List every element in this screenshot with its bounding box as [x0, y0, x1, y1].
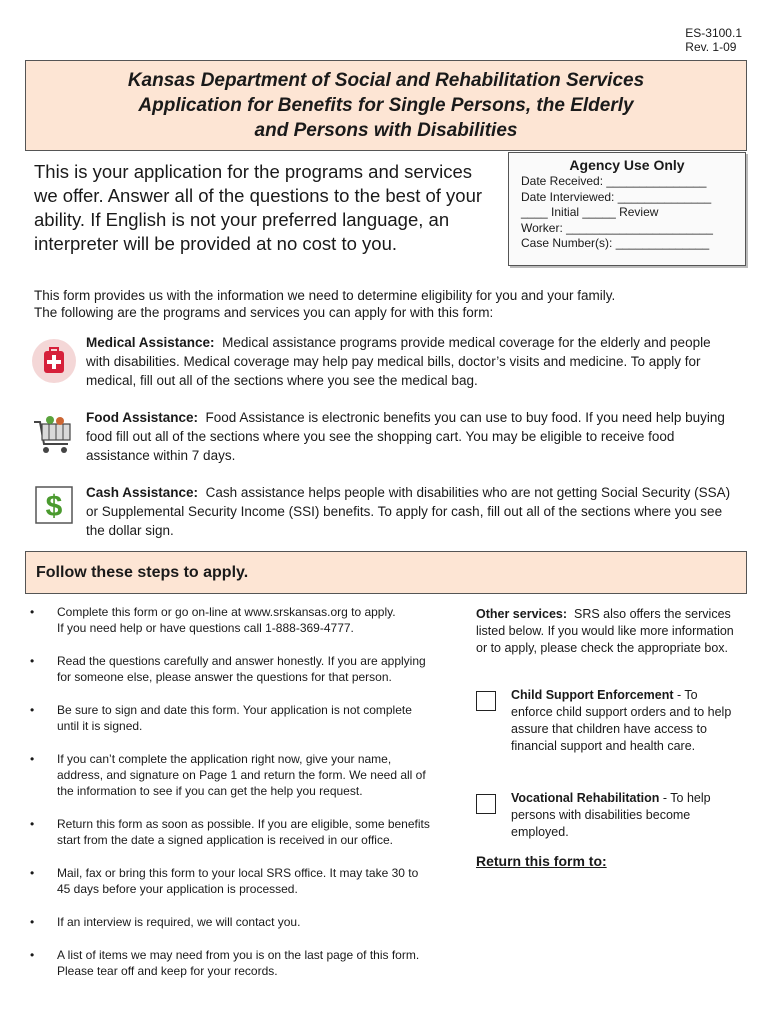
step-item: • Complete this form or go on-line at www.srskansas.org to apply. If you need help or have questions call 1-888-369-4777. — [30, 604, 470, 636]
program-cash-text: Cash assistance helps people with disabilities who are not getting Social Security (SSA) or Supplemental Security Income (SSI) benefits. To apply for cash, fill out all of the sections where you see the dollar sign. — [86, 485, 731, 538]
agency-worker[interactable]: Worker: ______________________ — [521, 220, 713, 235]
title-line-2: Application for Benefits for Single Persons, the Elderly — [138, 95, 634, 116]
step-item: • If you can’t complete the application right now, give your name, address, and signature on Page 1 and return the form. We need all of the information to see if you can get the help you request. — [30, 751, 470, 799]
svg-text:$: $ — [45, 490, 63, 523]
return-form-label: Return this form to: — [476, 853, 607, 869]
shopping-cart-icon — [30, 412, 78, 460]
program-food-name: Food Assistance: — [86, 410, 199, 425]
agency-date-interviewed[interactable]: Date Interviewed: ______________ — [521, 189, 712, 204]
agency-initial-review[interactable]: ____ Initial _____ Review — [521, 205, 659, 219]
vocational-rehab-checkbox[interactable] — [476, 794, 496, 814]
child-support-checkbox[interactable] — [476, 691, 496, 711]
step-item: • If an interview is required, we will contact you. — [30, 914, 470, 930]
service-child-support — [511, 687, 739, 755]
form-revision: Rev. 1-09 — [685, 40, 737, 54]
program-medical-name: Medical Assistance: — [86, 335, 215, 350]
agency-heading: Agency Use Only — [569, 157, 685, 173]
program-food — [86, 408, 736, 465]
agency-case-number[interactable]: Case Number(s): ______________ — [521, 236, 710, 250]
service-vocational-rehab-text: - To help persons with disabilities become employed. — [511, 791, 711, 839]
provides-line-1: This form provides us with the information we need to determine eligibility for you and your family. — [34, 288, 616, 303]
provides-line-2: The following are the programs and services you can apply for with this form: — [34, 305, 494, 320]
step-item: • Mail, fax or bring this form to your local SRS office. It may take 30 to 45 days before your application is processed. — [30, 865, 470, 897]
service-vocational-rehab — [511, 790, 739, 841]
agency-date-received[interactable]: Date Received: _______________ — [521, 174, 707, 188]
provides-text — [34, 287, 734, 321]
other-services-text: SRS also offers the services listed below. If you would like more information or to apply, please check the appropriate box. — [476, 607, 734, 655]
step-item: • Return this form as soon as possible. If you are eligible, some benefits start from the date a signed application is received in our office. — [30, 816, 470, 848]
service-child-support-name: Child Support Enforcement — [511, 688, 674, 702]
agency-use-box — [508, 152, 746, 266]
service-vocational-rehab-name: Vocational Rehabilitation — [511, 791, 660, 805]
other-services — [476, 606, 738, 657]
program-medical-text: Medical assistance programs provide medical coverage for the elderly and people with disabilities. Medical coverage may help pay medical bills, doctor’s visits and medicine. To apply for medical, fill out all of the sections where you see the medical bag. — [86, 335, 711, 388]
steps-list — [30, 604, 470, 979]
step-item: • A list of items we may need from you is on the last page of this form. Please tear off and keep for your records. — [30, 947, 470, 979]
title-line-3: and Persons with Disabilities — [254, 120, 518, 141]
step-item: • Read the questions carefully and answer honestly. If you are applying for someone else, please answer the questions for that person. — [30, 653, 470, 685]
intro-text: This is your application for the programs and services we offer. Answer all of the questions to the best of your ability. If English is not your preferred language, an interpreter will be provided at no cost to you. — [34, 161, 483, 254]
service-child-support-text: - To enforce child support orders and to help assure that children have access to financial support and health care. — [511, 688, 732, 753]
other-services-label: Other services: — [476, 607, 568, 621]
form-number: ES-3100.1 — [685, 26, 742, 40]
medical-bag-icon — [30, 337, 78, 385]
program-medical — [86, 333, 736, 390]
program-food-text: Food Assistance is electronic benefits you can use to buy food. If you need help buying food fill out all of the sections where you see the shopping cart. You may be eligible to receive food assistance within 7 days. — [86, 410, 725, 463]
program-cash-name: Cash Assistance: — [86, 485, 199, 500]
form-id — [685, 26, 742, 54]
step-item: • Be sure to sign and date this form. Your application is not complete until it is signed. — [30, 702, 470, 734]
steps-heading: Follow these steps to apply. — [25, 551, 747, 594]
program-cash — [86, 483, 736, 540]
dollar-sign-icon — [30, 481, 78, 529]
title-line-1: Kansas Department of Social and Rehabilitation Services — [127, 70, 645, 91]
title-box — [25, 60, 747, 151]
